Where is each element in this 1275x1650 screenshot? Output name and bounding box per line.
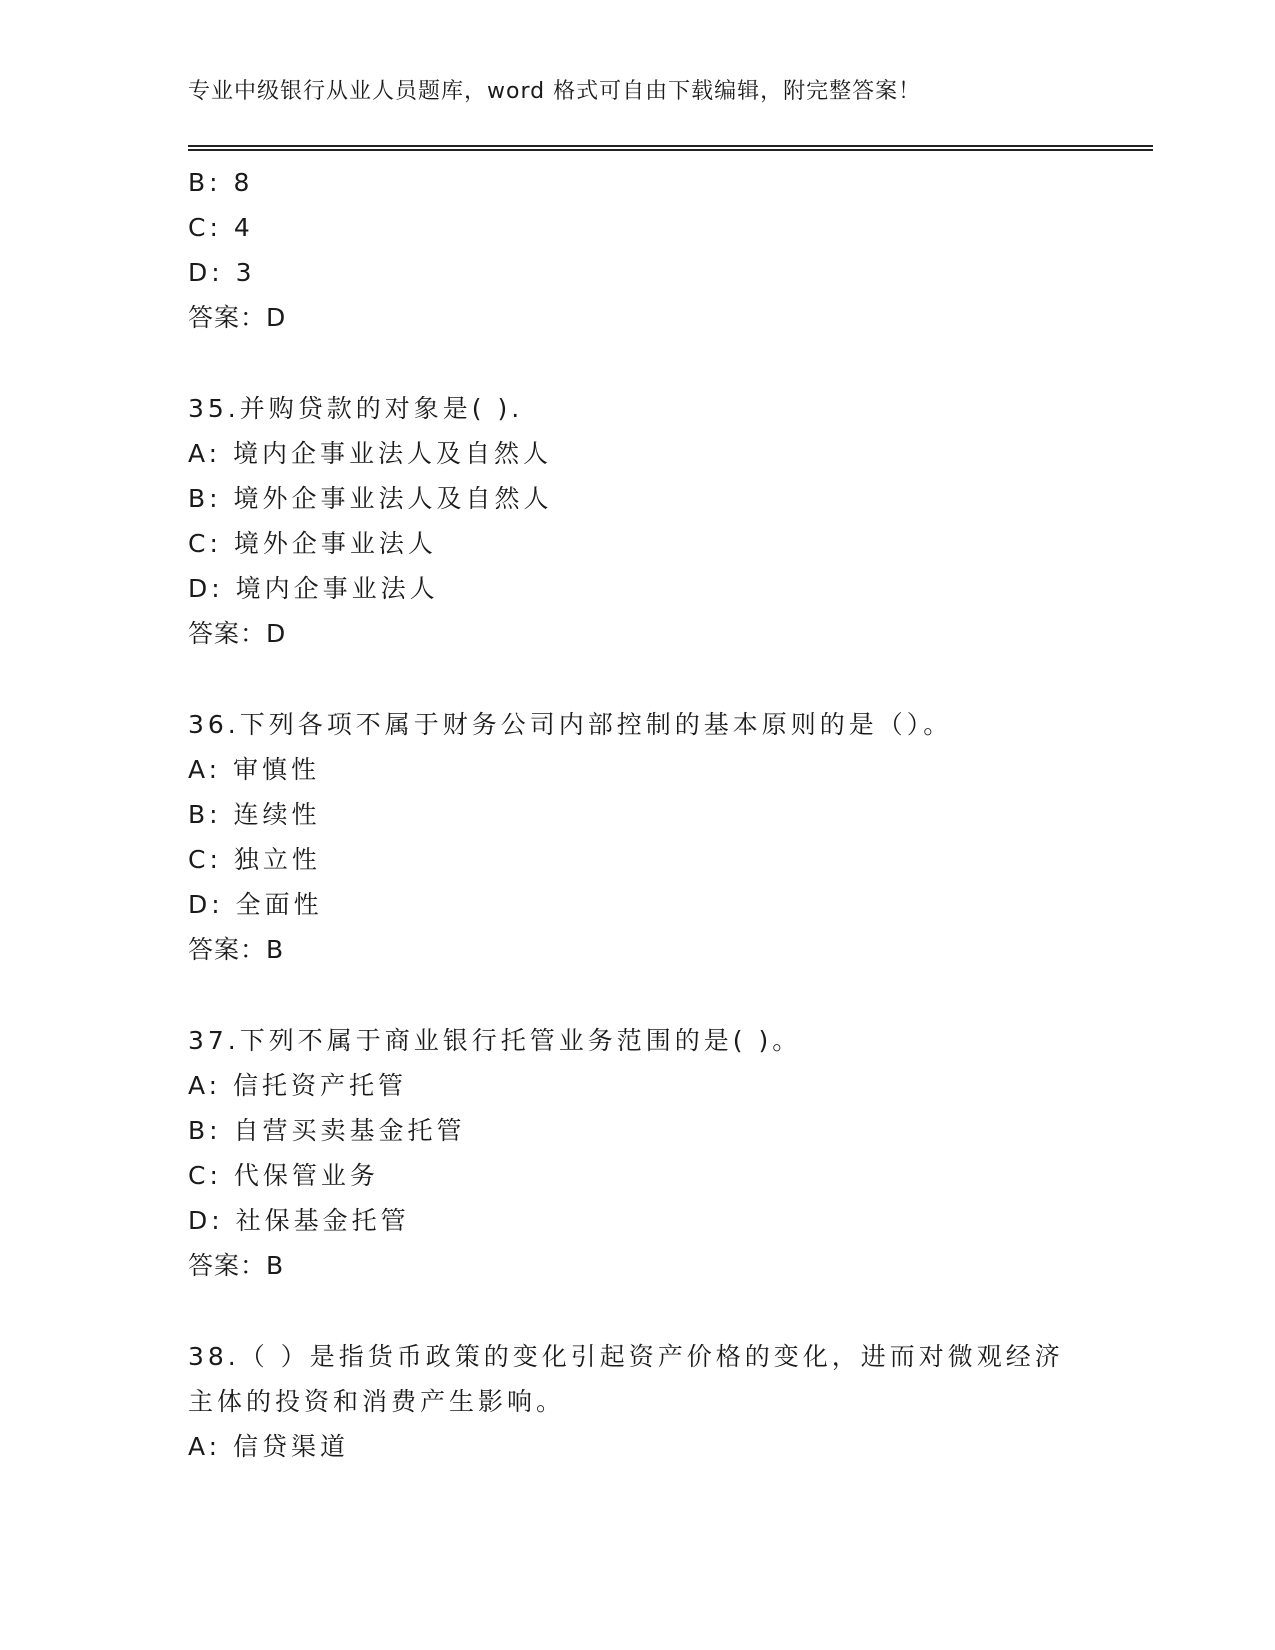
option-c: C: 境外企事业法人	[188, 529, 437, 558]
option-b: B: 连续性	[188, 800, 321, 829]
question-36	[188, 702, 1088, 972]
header-divider	[188, 145, 1153, 151]
option-a: A: 境内企事业法人及自然人	[188, 439, 553, 468]
option-c: C: 独立性	[188, 845, 321, 874]
answer-line: 答案：D	[188, 303, 287, 332]
option-c: C: 4	[188, 213, 254, 242]
option-b: B: 8	[188, 168, 254, 197]
option-c: C: 代保管业务	[188, 1161, 379, 1190]
answer-line: 答案：B	[188, 1251, 285, 1280]
answer-line: 答案：B	[188, 935, 285, 964]
option-a: A: 信贷渠道	[188, 1432, 350, 1461]
option-d: D: 全面性	[188, 890, 323, 919]
answer-line: 答案：D	[188, 619, 287, 648]
question-stem: 37.下列不属于商业银行托管业务范围的是( )。	[188, 1026, 802, 1055]
option-d: D: 3	[188, 258, 256, 287]
question-stem: 36.下列各项不属于财务公司内部控制的基本原则的是（）。	[188, 710, 953, 739]
option-b: B: 境外企事业法人及自然人	[188, 484, 553, 513]
question-list	[188, 160, 1088, 1469]
option-d: D: 境内企事业法人	[188, 574, 439, 603]
question-37	[188, 1018, 1088, 1288]
option-d: D: 社保基金托管	[188, 1206, 410, 1235]
question-stem: 35.并购贷款的对象是( ).	[188, 394, 524, 423]
question-35	[188, 386, 1088, 656]
option-a: A: 审慎性	[188, 755, 321, 784]
question-stem-line-1: 38.（ ）是指货币政策的变化引起资产价格的变化，进而对微观经济	[188, 1342, 1064, 1371]
question-38	[188, 1334, 1088, 1469]
question-stem-line-2: 主体的投资和消费产生影响。	[188, 1387, 566, 1416]
option-a: A: 信托资产托管	[188, 1071, 408, 1100]
page-header: 专业中级银行从业人员题库，word 格式可自由下载编辑，附完整答案！	[188, 79, 922, 104]
option-b: B: 自营买卖基金托管	[188, 1116, 466, 1145]
question-34-continuation	[188, 160, 1088, 340]
